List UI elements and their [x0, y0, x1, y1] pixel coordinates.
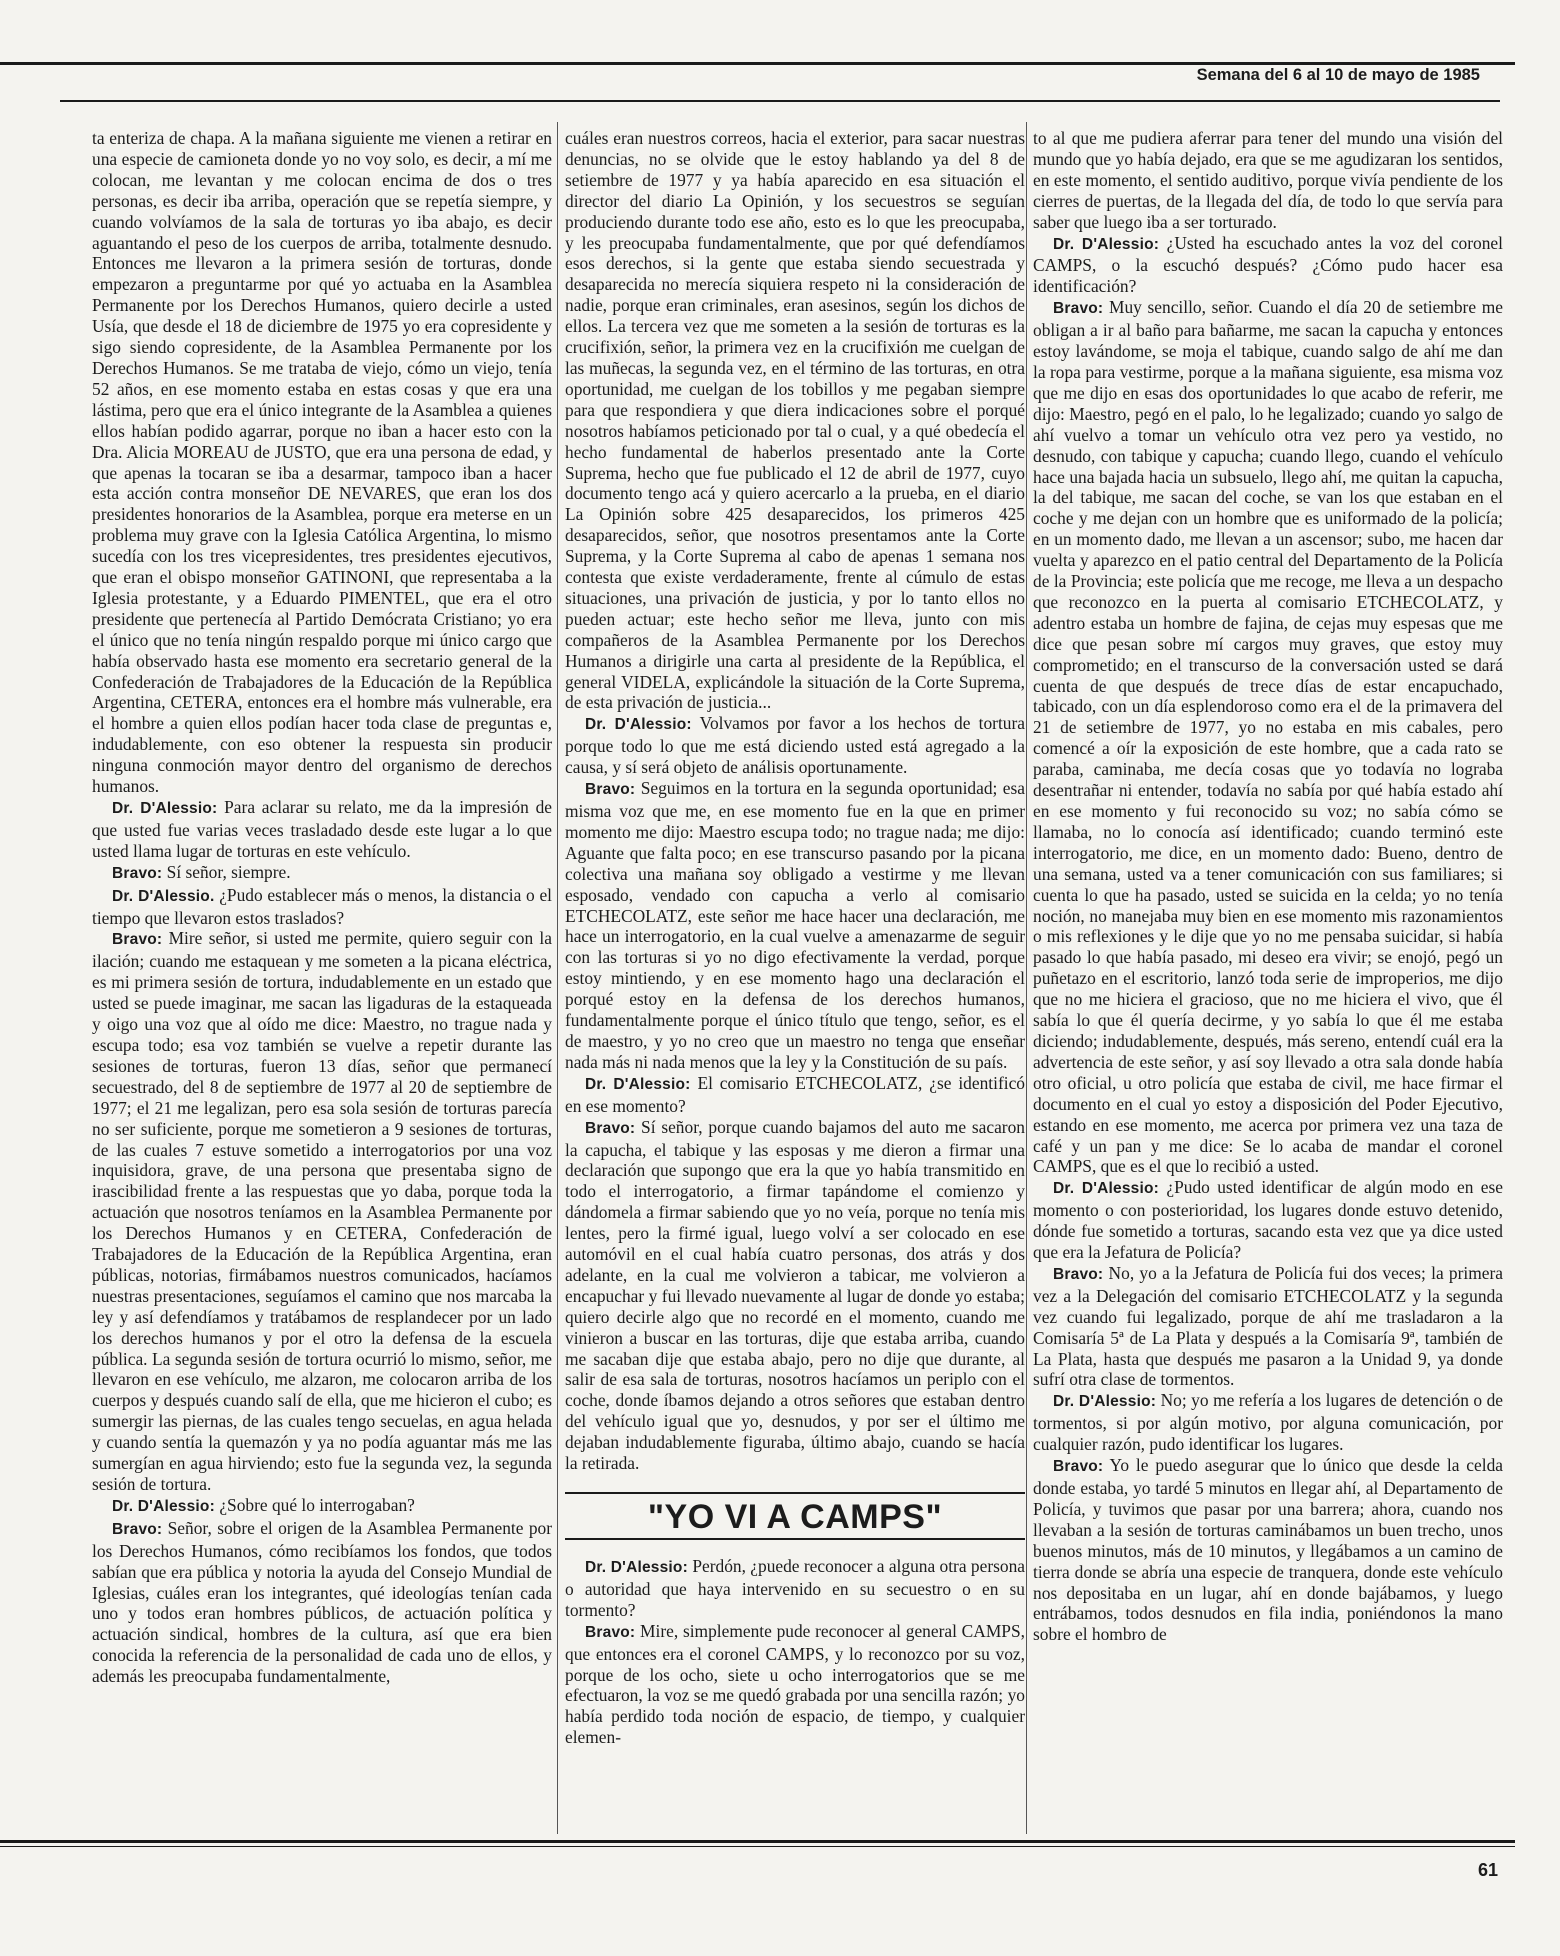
- speaker-label: Dr. D'Alessio:: [1053, 235, 1160, 253]
- paragraph: Dr. D'Alessio: ¿Sobre qué lo interrogaban?: [112, 1494, 415, 1515]
- paragraph: Bravo: Mire señor, si usted me permite, quiero seguir con la ilación; cuando me estaquean y me someten a la picana eléctrica, es mi primera sesión de tortura, indudablemente en un estado que usted se puede imaginar, me sacan las ligaduras de la estaqueada y oigo una voz que al oído me dice: Maestro, no trague nada y escupa todo; esa voz también se vuelve a repetir durante las sesiones de torturas, fueron 13 días, señor que permanecí secuestrado, del 8 de septiembre de 1977 al 20 de septiembre de 1977; el 21 me legalizan, pero esa sola sesión de torturas parecía no ser suficiente, porque me sometieron a 9 sesiones de torturas, de las cuales 7 estuve sometido a interrogatorios por una voz inquisidora, grave, de una persona que presentaba signo de irascibilidad frente a las respuestas que yo daba, porque toda la actuación que nosotros teníamos en la Asamblea Permanente por los Derechos Humanos y en CETERA, Confederación de Trabajadores de la Educación de la República Argentina, eran públicas, notorias, firmábamos nuestros comunicados, hacíamos nuestras presentaciones, seguíamos el camino que nos marcaba la ley y así defendíamos y tratábamos de resplandecer por un lado los derechos humanos y por el otro la defensa de la escuela pública. La segunda sesión de tortura ocurrió lo mismo, señor, me llevaron en ese vehículo, me alzaron, me colocaron arriba de los cuerpos y después cuando salí de ella, que me hicieron el cubo; es sumergir las piernas, de las cuales tengo secuelas, en agua helada y cuando sentía la quemazón y ya no podía aguantar más me las sumergían en agua hirviendo; esto fue la segunda vez, la segunda sesión de tortura.: [92, 928, 552, 1494]
- speaker-label: Dr. D'Alessio:: [585, 716, 692, 734]
- speaker-label: Bravo:: [112, 864, 163, 882]
- paragraph: Bravo: Sí señor, porque cuando bajamos del auto me sacaron la capucha, el tabique y las esposas y me dieron a firmar una declaración que supongo que era la que yo había transmitido en todo el interrogatorio, a firmar tapándome el comienzo y dándomela a firmar sabiendo que yo no veía, porque no tenía mis lentes, pero la firmé igual, luego volví a ser colocado en ese automóvil en el cual había cuatro personas, dos atrás y dos adelante, en la cual me volvieron a tabicar, me volvieron a encapuchar y fui llevado nuevamente al lugar de donde yo estaba; quiero decirle algo que no recordé en el momento, cuando me vinieron a buscar en las torturas, dije que estaba arriba, cuando me sacaban dije que estaba abajo, pero no dije que durante, al salir de esa sala de torturas, nosotros hacíamos un periplo con el coche, donde íbamos dejando a otros señores que estaban dentro del vehículo igual que yo, desnudos, y por ser el último me dejaban indudablemente figuraba, último abajo, cuando se hacía la retirada.: [565, 1116, 1025, 1474]
- speaker-label: Dr. D'Alessio:: [585, 1559, 688, 1576]
- article-column-3: [1033, 128, 1503, 1645]
- paragraph: Dr. D'Alessio: Volvamos por favor a los hechos de tortura porque todo lo que me está diciendo usted está agregado a la causa, y sí será objeto de análisis oportunamente.: [565, 713, 1025, 778]
- section-title: "YO VI A CAMPS": [565, 1492, 1025, 1540]
- footer-rule: [0, 1840, 1515, 1843]
- paragraph: Bravo: No, yo a la Jefatura de Policía fui dos veces; la primera vez a la Delegación del comisario ETCHECOLATZ y la segunda vez cuando fui legalizado, porque de ahí me trasladaron a la Comisaría 5ª de La Plata y después a la Comisaría 9ª, también de La Plata, hasta que después me pasaron a la Unidad 9, ya donde sufrí otra clase de tormentos.: [1033, 1262, 1503, 1390]
- speaker-label: Bravo:: [1053, 300, 1104, 318]
- paragraph: Bravo: Yo le puedo asegurar que lo único que desde la celda donde estaba, yo tardé 5 minutos en llegar ahí, al Departamento de Policía, y tuvimos que pasar por una barrera; ahora, cuando nos llevaban a la sesión de torturas caminábamos un buen trecho, unos buenos minutos, más de 10 minutos, y llegábamos a un camino de tierra donde se abría una especie de tranquera, donde este vehículo nos depositaba en un lugar, ahí en donde bajábamos, y luego entrábamos, todos desnudos en fila india, poniéndonos la mano sobre el hombro de: [1033, 1455, 1503, 1645]
- article-column-2: [565, 128, 1025, 1748]
- speaker-label: Bravo:: [585, 1623, 636, 1641]
- paragraph: Dr. D'Alessio. ¿Pudo establecer más o menos, la distancia o el tiempo que llevaron estos traslados?: [92, 884, 553, 928]
- page-number: 61: [1477, 1860, 1498, 1880]
- paragraph: Dr. D'Alessio: Perdón, ¿puede reconocer a alguna otra persona o autoridad que haya intervenido en su secuestro o en su tormento?: [565, 1556, 1025, 1620]
- paragraph: Bravo: Muy sencillo, señor. Cuando el día 20 de setiembre me obligan a ir al baño para bañarme, me sacan la capucha y entonces estoy lavándome, se moja el tabique, cuando salgo de ahí me dan la ropa para vestirme, porque a la mañana siguiente, esa misma voz que me dijo en esas dos oportunidades lo que acabo de referir, me dijo: Maestro, pegó en el palo, lo he legalizado; cuando yo salgo de ahí vuelvo a tomar un vehículo otra vez pero ya vestido, no desnudo, con tabique y capucha; cuando llego, cuando el vehículo hace una bajada hacia un subsuelo, llego ahí, me quitan la capucha, la del tabique, me sacan del coche, se van los que estaban en el coche y me dejan con un hombre que es uniformado de la policía; en un momento dado, me llevan a un ascensor; subo, me hacen dar vuelta y aparezco en el patio central del Departamento de la Policía de la Provincia; este policía que me recoge, me lleva a un despacho que reconozco en la puerta al comisario ETCHECOLATZ, y adentro estaba un hombre de fajina, de cejas muy espesas que me dice que pesan sobre mí cargos muy graves, que estoy muy comprometido; en el transcurso de la conversación usted se dará cuenta de que después de trece días de estar encapuchado, tabicado, con un día esplendoroso como era el de la primavera del 21 de setiembre de 1977, yo no estaba en mis cabales, pero comencé a oír la exposición de este hombre, que a cada rato se paraba, caminaba, me decía cosas que yo todavía no lograba desentrañar ni entender, todavía no sabía por qué había estado ahí en ese momento y fui reconocido su voz; no sabía cómo se llamaba, no lo conocía así identificado; cuando terminó este interrogatorio, me dice, en un momento dado: Bueno, dentro de una semana, usted va a tener comunicación con sus familiares; si cuenta lo que ha pasado, usted se suicida en la celda; yo no tenía noción, no manejaba muy bien en ese momento mis razonamientos o mis reflexiones y le dije que yo no me pensaba suicidar, si había pasado lo que había pasado, mi deseo era vivir; se enojó, pegó un puñetazo en el escritorio, lanzó toda serie de improperios, me dijo que no me hiciera el gracioso, que no me hiciera el vivo, que él sabía lo que él quería decirme, y yo sabía lo que él me estaba diciendo; indudablemente, después, más sereno, entendí cuál era la advertencia de este señor, y así soy llevado a otra sala donde había otro oficial, u otro policía que estaba de civil, me hace firmar el documento en el cual yo estoy a disposición del Poder Ejecutivo, estando en ese momento, me acerca por primera vez una taza de café y un pan y me dice: Se lo acaba de mandar el coronel CAMPS, que es el que lo recibió a usted.: [1033, 297, 1503, 1177]
- paragraph: Dr. D'Alessio: ¿Usted ha escuchado antes la voz del coronel CAMPS, o la escuchó después? ¿Cómo pudo hacer esa identificación?: [1033, 232, 1503, 297]
- speaker-label: Bravo:: [112, 931, 163, 949]
- speaker-label: Bravo:: [112, 1520, 163, 1538]
- paragraph: Dr. D'Alessio: Para aclarar su relato, me da la impresión de que usted fue varias veces trasladado desde este lugar a lo que usted llama lugar de torturas en este vehículo.: [92, 797, 552, 861]
- paragraph: to al que me pudiera aferrar para tener del mundo una visión del mundo que yo había dejado, era que se me agudizaran los sentidos, en este momento, el sentido auditivo, porque vivía pendiente de los cierres de puertas, de la llegada del día, de todo lo que servía para saber que luego iba a ser torturado.: [1033, 128, 1503, 232]
- speaker-label: Dr. D'Alessio:: [1053, 1180, 1159, 1198]
- speaker-label: Bravo:: [1053, 1458, 1104, 1476]
- footer-rule-thin: [0, 1846, 1515, 1847]
- speaker-label: Bravo:: [585, 1119, 636, 1137]
- speaker-label: Dr. D'Alessio:: [585, 1075, 691, 1093]
- paragraph: Bravo: Mire, simplemente pude reconocer al general CAMPS, que entonces era el coronel CAMPS, y lo reconozco por su voz, porque de los ocho, siete u ocho interrogatorios que se me efectuaron, la voz se me quedó grabada por una sencilla razón; yo había perdido toda noción de espacio, de tiempo, y cualquier elemen-: [565, 1620, 1025, 1748]
- top-rule: [0, 62, 1515, 65]
- header-date: Semana del 6 al 10 de mayo de 1985: [1196, 66, 1480, 84]
- speaker-label: Dr. D'Alessio:: [112, 800, 218, 817]
- paragraph: Dr. D'Alessio: No; yo me refería a los lugares de detención o de tormentos, si por algún motivo, por alguna comunicación, por cualquier razón, pudo identificar los lugares.: [1033, 1390, 1503, 1455]
- paragraph: cuáles eran nuestros correos, hacia el exterior, para sacar nuestras denuncias, no se olvide que le estoy hablando ya del 8 de setiembre de 1977 y ya había aparecido en esa situación el director del diario La Opinión, y los secuestros se seguían produciendo durante todo ese año, esto es lo que les preocupaba, y les preocupaba fundamentalmente, que por qué defendíamos esos derechos, si la gente que estaba siendo secuestrada y desaparecida no merecía siquiera respeto ni la consideración de nadie, porque eran criminales, eran asesinos, según los dichos de ellos. La tercera vez que me someten a la sesión de torturas es la crucifixión, señor, la primera vez en la crucifixión me cuelgan de las muñecas, la segunda vez, en el término de las torturas, en otra oportunidad, me cuelgan de los tobillos y me pegaban siempre para que respondiera y que diera indicaciones sobre el porqué nosotros habíamos peticionado por tal o cual, y a qué obedecía el hecho fundamental de haberlos presentado ante la Corte Suprema, hecho que fue publicado el 12 de abril de 1977, cuyo documento tengo acá y quiero acercarlo a la prueba, en el diario La Opinión sobre 425 desaparecidos, los primeros 425 desaparecidos, señor, que nosotros presentamos ante la Corte Suprema, y la Corte Suprema al cabo de apenas 1 semana nos contesta que existe verdaderamente, frente al cúmulo de estas situaciones, una privación de justicia, y por lo tanto ellos no pueden actuar; este hecho señor me lleva, junto con mis compañeros de la Asamblea Permanente por los Derechos Humanos a dirigirle una carta al presidente de la República, el general VIDELA, explicándole la situación de la Corte Suprema, de esta privación de justicia...: [565, 128, 1025, 713]
- paragraph: ta enteriza de chapa. A la mañana siguiente me vienen a retirar en una especie de camioneta donde yo no voy solo, es decir, a mí me colocan, me levantan y me colocan encima de dos o tres personas, es decir iba arriba, operación que se repetía siempre, y cuando volvíamos de la sala de torturas yo iba abajo, es decir aguantando el peso de los cuerpos de arriba, totalmente desnudo. Entonces me llevaron a la primera sesión de torturas, donde empezaron a preguntarme por qué yo actuaba en la Asamblea Permanente por los Derechos Humanos, quiero decirle a usted Usía, que desde el 18 de diciembre de 1975 yo era copresidente y sigo siendo copresidente, de la Asamblea Permanente por los Derechos Humanos. Se me trataba de viejo, cómo un viejo, tenía 52 años, en ese momento estaba en estas cosas y que era una lástima, pero que era el único integrante de la Asamblea a quienes ellos habían podido agarrar, porque no iban a hacer esto con la Dra. Alicia MOREAU de JUSTO, que era una persona de edad, y que apenas la tocaran se iba a desarmar, tampoco iban a hacer esta acción contra monseñor DE NEVARES, que eran los dos presidentes honorarios de la Asamblea, porque era meterse en un problema muy grave con la Iglesia Católica Argentina, lo mismo sucedía con los tres vicepresidentes, tres presidentes ejecutivos, que eran el obispo monseñor GATINONI, que representaba a la Iglesia protestante, y a Eduardo PIMENTEL, que era el otro presidente que pertenecía al Partido Demócrata Cristiano; yo era el único que no tenía ningún respaldo porque mi único cargo que había observado hasta ese momento era secretario general de la Confederación de Trabajadores de la Educación de la República Argentina, CETERA, entonces era el hombre más vulnerable, era el hombre a quien ellos podían hacer toda clase de preguntas e, indudablemente, con eso obtener la respuesta sin producir ninguna conmoción mayor dentro del organismo de derechos humanos.: [92, 128, 552, 797]
- paragraph: Bravo: Seguimos en la tortura en la segunda oportunidad; esa misma voz que me, en ese momento fue en la que en primer momento me dijo: Maestro escupa todo; no trague nada; me dijo: Aguante que falta poco; en ese transcurso pasando por la picana colectiva una mañana soy obligado a vestirme y me llevan esposado, vendado con capucha a verlo al comisario ETCHECOLATZ, este señor me hace hacer una declaración, me hace un interrogatorio, en la cual vuelve a amenazarme de seguir con las torturas si yo no digo efectivamente la verdad, porque estoy mintiendo, y en ese momento hago una declaración el porqué estoy en la defensa de los derechos humanos, fundamentalmente porque el único título que tengo, señor, es el de maestro, y yo no creo que un maestro no tenga que enseñar nada más ni nada menos que la ley y la Constitución de su país.: [565, 778, 1025, 1072]
- paragraph: Bravo: Señor, sobre el origen de la Asamblea Permanente por los Derechos Humanos, cómo recibíamos los fondos, que todos sabían que era pública y notoria la ayuda del Consejo Mundial de Iglesias, cuáles eran los integrantes, qué ideologías tenían cada uno y todos eran hombres públicos, de actuación política y actuación sindical, hombres de la cultura, así que era bien conocida la referencia de la personalidad de cada uno de ellos, y además les preocupaba fundamentalmente,: [92, 1517, 552, 1687]
- article-column-1: [92, 128, 552, 1687]
- speaker-label: Dr. D'Alessio.: [112, 887, 215, 905]
- paragraph: Dr. D'Alessio: El comisario ETCHECOLATZ, ¿se identificó en ese momento?: [565, 1072, 1025, 1116]
- column-divider: [1026, 122, 1027, 1834]
- speaker-label: Bravo:: [585, 781, 636, 799]
- paragraph: Bravo: Sí señor, siempre.: [112, 861, 291, 882]
- column-divider: [557, 122, 558, 1834]
- speaker-label: Dr. D'Alessio:: [1053, 1393, 1157, 1411]
- paragraph: Dr. D'Alessio: ¿Pudo usted identificar de algún modo en ese momento o con posterioridad, los lugares donde estuvo detenido, dónde fue sometido a torturas, sacando esta vez que ya dice usted que era la Jefatura de Policía?: [1033, 1177, 1503, 1263]
- header-rule: [60, 100, 1500, 102]
- speaker-label: Bravo:: [1053, 1265, 1104, 1283]
- speaker-label: Dr. D'Alessio:: [112, 1497, 215, 1515]
